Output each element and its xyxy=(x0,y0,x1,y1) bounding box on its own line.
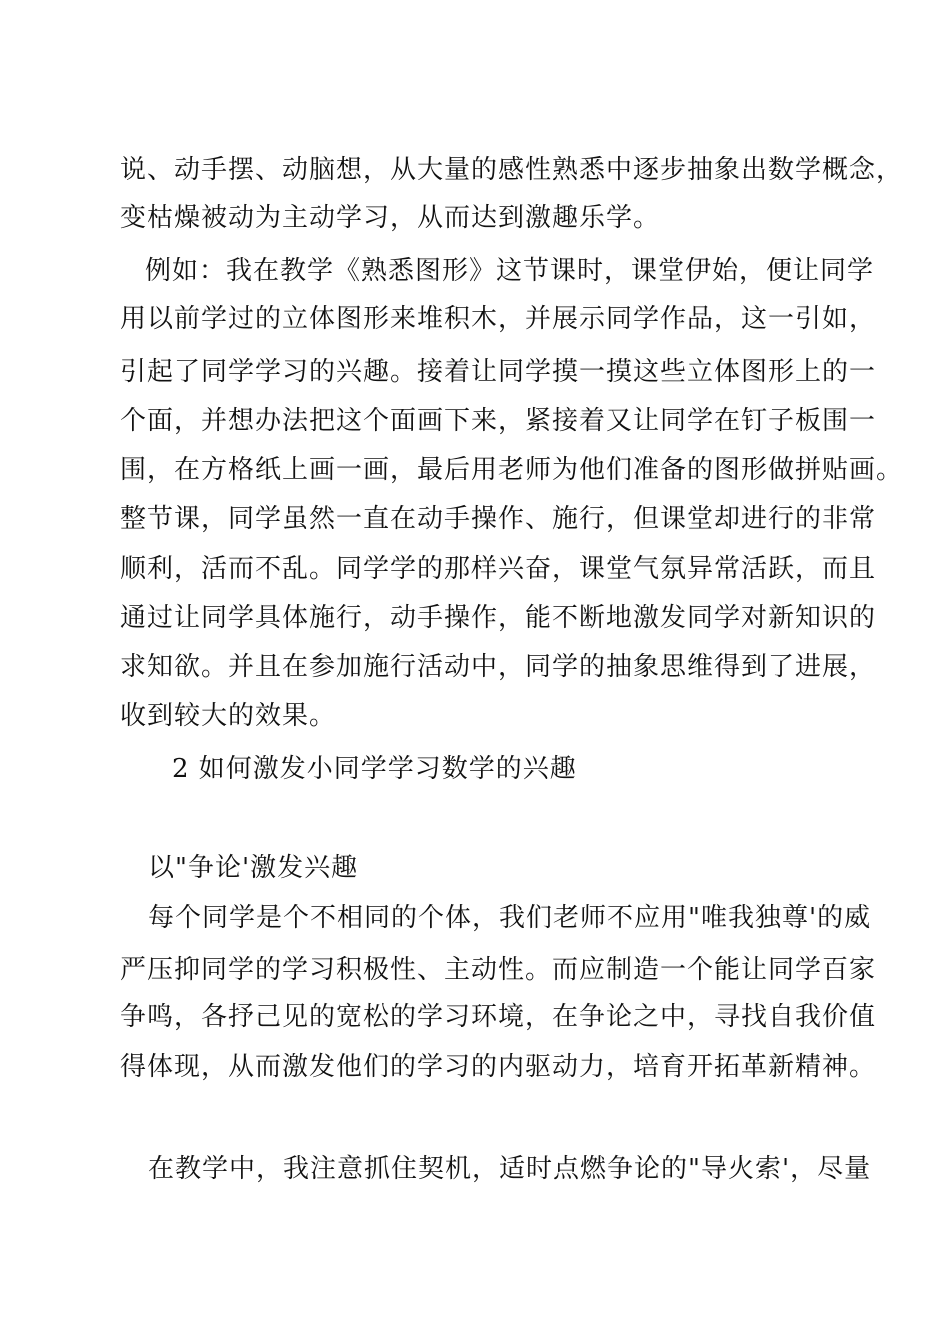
text-line-5: 引起了同学学习的兴趣。接着让同学摸一摸这些立体图形上的一 xyxy=(120,357,877,387)
text-line-10: 通过让同学具体施行，动手操作，能不断地激发同学对新知识的 xyxy=(120,603,877,633)
text-line-12: 收到较大的效果。 xyxy=(120,701,337,731)
text-line-6: 个面，并想办法把这个面画下来，紧接着又让同学在钉子板围一 xyxy=(120,406,877,436)
text-line-8: 整节课，同学虽然一直在动手操作、施行，但课堂却进行的非常 xyxy=(120,504,877,534)
text-line-9: 顺利，活而不乱。同学学的那样兴奋，课堂气氛异常活跃，而且 xyxy=(120,554,877,584)
text-line-11: 求知欲。并且在参加施行活动中，同学的抽象思维得到了进展， xyxy=(120,652,877,682)
text-line-3: 例如：我在教学《熟悉图形》这节课时，课堂伊始，便让同学 xyxy=(145,256,875,286)
text-line-4: 用以前学过的立体图形来堆积木，并展示同学作品，这一引如， xyxy=(120,304,877,334)
text-line-7: 围，在方格纸上画一画，最后用老师为他们准备的图形做拼贴画。 xyxy=(120,455,904,485)
text-line-17: 争鸣，各抒己见的宽松的学习环境，在争论之中，寻找自我价值 xyxy=(120,1002,877,1032)
text-line-19: 在教学中，我注意抓住契机，适时点燃争论的"导火索'，尽量 xyxy=(148,1154,872,1184)
text-line-2: 变枯燥被动为主动学习，从而达到激趣乐学。 xyxy=(120,203,661,233)
text-line-15: 每个同学是个不相同的个体，我们老师不应用"唯我独尊'的威 xyxy=(148,903,872,933)
text-line-1: 说、动手摆、动脑想，从大量的感性熟悉中逐步抽象出数学概念， xyxy=(120,155,904,185)
section-heading: 2 如何激发小同学学习数学的兴趣 xyxy=(172,754,577,784)
subsection-heading: 以"争论'激发兴趣 xyxy=(148,853,359,883)
text-line-18: 得体现，从而激发他们的学习的内驱动力，培育开拓革新精神。 xyxy=(120,1052,877,1082)
text-line-16: 严压抑同学的学习积极性、主动性。而应制造一个能让同学百家 xyxy=(120,955,877,985)
